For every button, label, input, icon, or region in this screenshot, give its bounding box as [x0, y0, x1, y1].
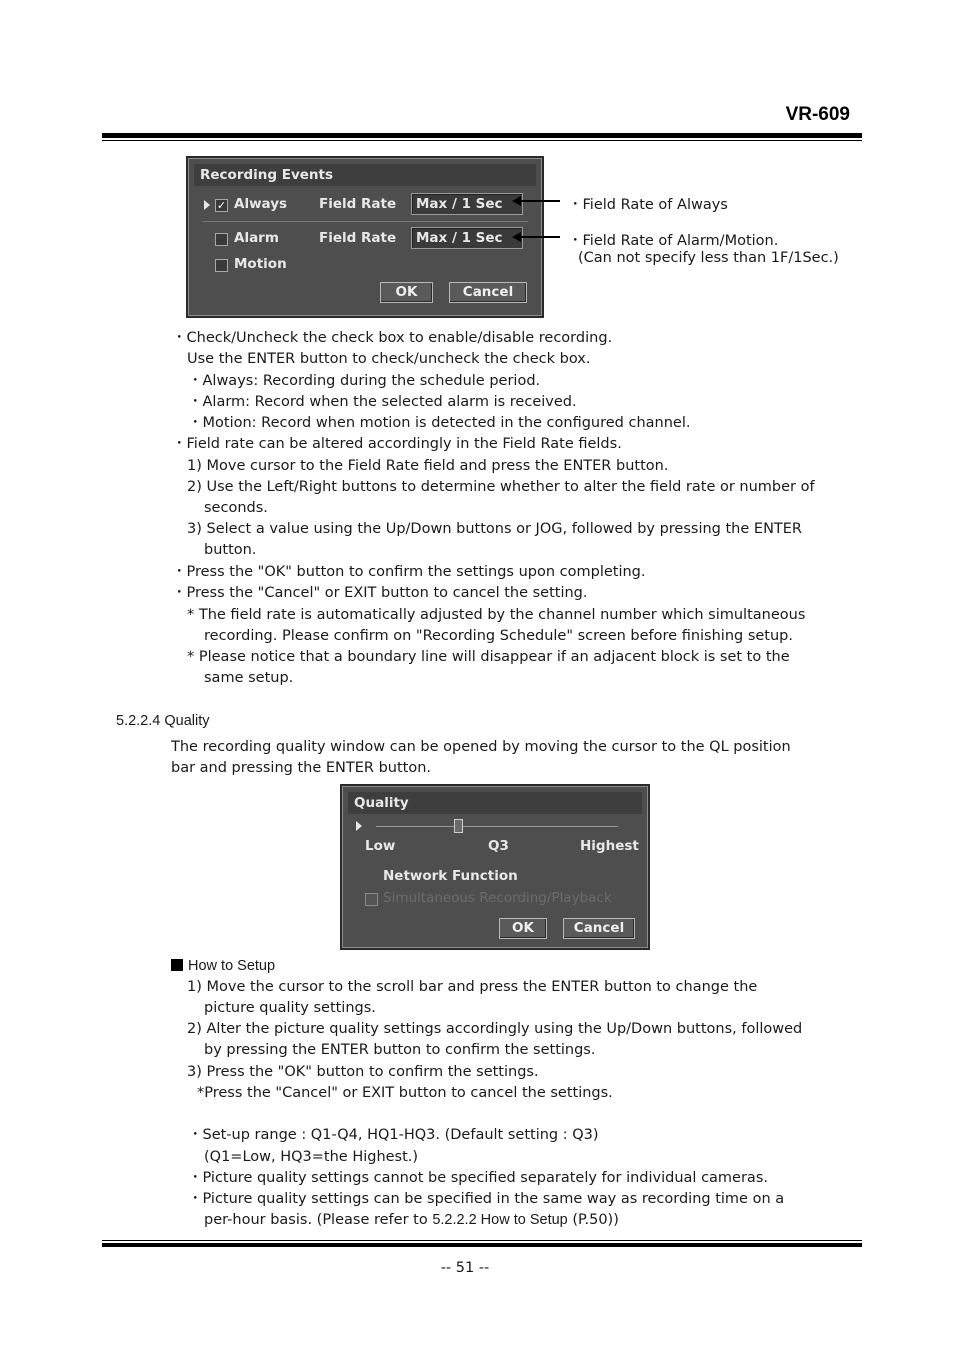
cancel-button[interactable]: Cancel — [563, 918, 635, 939]
how-to-note: ・Picture quality settings cannot be specified separately for individual cameras. — [188, 1170, 768, 1186]
q3-label: Q3 — [488, 838, 509, 854]
low-label: Low — [365, 838, 396, 854]
body-line: same setup. — [204, 670, 294, 686]
body-line: 1) Move cursor to the Field Rate field and press the ENTER button. — [187, 458, 669, 474]
body-line: ・Motion: Record when motion is detected in the configured channel. — [188, 415, 691, 431]
body-line: * Please notice that a boundary line will disappear if an adjacent block is set to the — [187, 649, 790, 665]
motion-label: Motion — [234, 256, 287, 272]
how-to-line: picture quality settings. — [204, 1000, 376, 1016]
how-to-note-suffix: (P.50)) — [567, 1212, 619, 1228]
body-line: seconds. — [204, 500, 268, 516]
body-line: ・Press the "OK" button to confirm the settings upon completing. — [172, 564, 646, 580]
section-intro: The recording quality window can be opened by moving the cursor to the QL position — [171, 739, 791, 755]
section-intro: bar and pressing the ENTER button. — [171, 760, 432, 776]
recording-events-dialog — [186, 156, 544, 318]
how-to-note: (Q1=Low, HQ3=the Highest.) — [204, 1149, 419, 1165]
how-to-note-last — [204, 1210, 619, 1231]
ok-button[interactable]: OK — [380, 282, 433, 303]
square-bullet-icon — [171, 959, 183, 971]
dialog-titlebar — [194, 164, 536, 186]
body-line: ・Always: Recording during the schedule period. — [188, 373, 541, 389]
footer-rule — [102, 1243, 862, 1247]
how-to-heading — [171, 956, 275, 977]
simultaneous-label: Simultaneous Recording/Playback — [383, 890, 612, 906]
dialog-titlebar — [348, 792, 642, 814]
header-rule-thin — [102, 140, 862, 141]
header-rule — [102, 133, 862, 138]
body-line: Use the ENTER button to check/uncheck the check box. — [187, 351, 591, 367]
callout-arrow-alarm — [520, 236, 560, 238]
quality-slider-thumb[interactable] — [454, 819, 463, 833]
page-number: -- 51 -- — [440, 1260, 490, 1276]
body-line: ・Check/Uncheck the check box to enable/disable recording. — [172, 330, 613, 346]
alarm-field-rate-label: Field Rate — [319, 230, 397, 246]
how-to-line: 1) Move the cursor to the scroll bar and press the ENTER button to change the — [187, 979, 758, 995]
how-to-line: by pressing the ENTER button to confirm the settings. — [204, 1042, 596, 1058]
cross-reference-link[interactable]: 5.2.2.2 How to Setup — [432, 1212, 568, 1228]
callout-alarm-note: (Can not specify less than 1F/1Sec.) — [578, 250, 839, 266]
row-divider — [202, 221, 528, 222]
simultaneous-checkbox[interactable] — [365, 893, 378, 906]
alarm-label: Alarm — [234, 230, 279, 246]
always-checkbox[interactable]: ✓ — [216, 199, 227, 212]
always-field-rate-select[interactable]: Max / 1 Sec — [411, 193, 523, 215]
network-function-label: Network Function — [383, 868, 518, 884]
alarm-checkbox[interactable] — [215, 233, 228, 246]
how-to-note: ・Picture quality settings can be specified in the same way as recording time on a — [188, 1191, 785, 1207]
callout-alarm: ・Field Rate of Alarm/Motion. — [568, 233, 779, 249]
footer-rule-thin — [102, 1240, 862, 1241]
body-line: 2) Use the Left/Right buttons to determine whether to alter the field rate or number of — [187, 479, 815, 495]
body-line: ・Alarm: Record when the selected alarm is received. — [188, 394, 577, 410]
motion-checkbox[interactable] — [215, 259, 228, 272]
cursor-arrow-icon — [356, 821, 362, 831]
dialog-title: Recording Events — [200, 167, 334, 183]
body-line: ・Press the "Cancel" or EXIT button to cancel the setting. — [172, 585, 588, 601]
body-line: recording. Please confirm on "Recording Schedule" screen before finishing setup. — [204, 628, 793, 644]
document-title: VR-609 — [785, 104, 850, 125]
quality-slider-track[interactable] — [376, 826, 618, 827]
always-label: Always — [234, 196, 288, 212]
how-to-note-prefix: per-hour basis. (Please refer to — [204, 1212, 433, 1228]
how-to-line: 3) Press the "OK" button to confirm the settings. — [187, 1064, 539, 1080]
how-to-line: 2) Alter the picture quality settings accordingly using the Up/Down buttons, followed — [187, 1021, 803, 1037]
body-line: * The field rate is automatically adjusted by the channel number which simultaneous — [187, 607, 806, 623]
dialog-title: Quality — [354, 795, 409, 811]
alarm-field-rate-select[interactable]: Max / 1 Sec — [411, 227, 523, 249]
quality-dialog — [340, 784, 650, 950]
ok-button[interactable]: OK — [499, 918, 547, 939]
callout-arrow-always — [520, 200, 560, 202]
section-heading: 5.2.2.4 Quality — [116, 713, 210, 729]
how-to-title: How to Setup — [188, 958, 276, 974]
highest-label: Highest — [580, 838, 639, 854]
callout-always: ・Field Rate of Always — [568, 197, 728, 213]
how-to-note: ・Set-up range : Q1-Q4, HQ1-HQ3. (Default setting : Q3) — [188, 1127, 599, 1143]
always-field-rate-label: Field Rate — [319, 196, 397, 212]
cancel-button[interactable]: Cancel — [449, 282, 527, 303]
how-to-line: *Press the "Cancel" or EXIT button to cancel the settings. — [197, 1085, 613, 1101]
body-line: ・Field rate can be altered accordingly in the Field Rate fields. — [172, 436, 622, 452]
body-line: 3) Select a value using the Up/Down buttons or JOG, followed by pressing the ENTER — [187, 521, 803, 537]
cursor-arrow-icon — [204, 200, 210, 210]
body-line: button. — [204, 542, 257, 558]
